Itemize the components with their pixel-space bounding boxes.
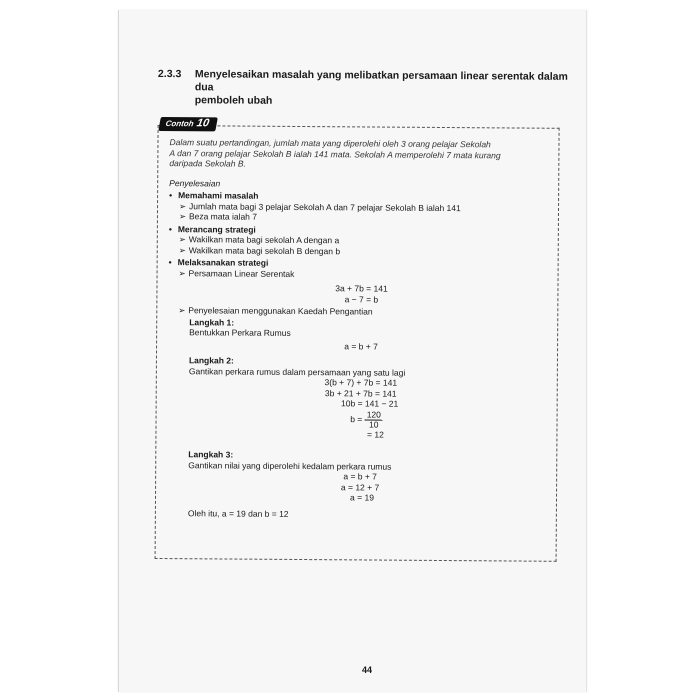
step-2-equation-5: = 12 (367, 428, 384, 440)
example-box (155, 117, 560, 562)
step-1-title: Langkah 1: (189, 316, 235, 328)
understand-item-1: ➢ Jumlah mata bagi 3 pelajar Sekolah A dan 7 pelajar Sekolah B ialah 141 (179, 200, 461, 213)
fraction-denominator: 10 (368, 418, 379, 430)
arrow-bullet-icon: ➢ (178, 244, 186, 255)
section-heading (158, 68, 568, 110)
fraction (365, 410, 383, 429)
section-number: 2.3.3 (157, 68, 182, 81)
step-2-equation-1: 3(b + 7) + 7b = 141 (324, 377, 398, 388)
section-title-line-1: Menyelesaikan masalah yang melibatkan persamaan linear serentak dalam dua (194, 68, 568, 94)
understand-item-2: ➢ Beza mata ialah 7 (178, 211, 258, 222)
step-2-equation-2: 3b + 21 + 7b = 141 (324, 387, 397, 399)
step-3-title: Langkah 3: (188, 449, 234, 460)
page-number: 44 (362, 665, 373, 675)
arrow-bullet-icon: ➢ (178, 234, 186, 245)
plan-title: • Merancang strategi (169, 224, 555, 237)
step-1-text: Bentukkan Perkara Rumus (189, 327, 291, 338)
equation-2: a − 7 = b (344, 293, 379, 305)
conclusion: Oleh itu, a = 19 dan b = 12 (187, 507, 289, 519)
problem-line-3: daripada Sekolah B. (169, 158, 246, 169)
step-3-equation-2: a = 12 + 7 (340, 481, 380, 493)
step-3-text: Gantikan nilai yang diperolehi kedalam perkara rumus (188, 459, 392, 472)
page-content (155, 68, 568, 562)
example-body (167, 137, 556, 521)
fraction-numerator: 120 (365, 410, 383, 420)
step-1-equation: a = b + 7 (344, 340, 378, 352)
arrow-bullet-icon: ➢ (178, 267, 186, 278)
problem-line-1: Dalam suatu pertandingan, jumlah mata yang diperolehi oleh 3 orang pelajar Sekolah (169, 137, 491, 150)
execute-item-1: ➢ Persamaan Linear Serentak (178, 267, 295, 279)
equation-1: 3a + 7b = 141 (335, 283, 388, 294)
section-title-line-2: pemboleh ubah (194, 94, 273, 107)
example-badge (158, 117, 218, 131)
step-3-equation-1: a = b + 7 (343, 471, 377, 482)
step-2-equation-3: 10b = 141 − 21 (341, 398, 399, 409)
understand-title: • Memahami masalah (169, 190, 555, 203)
arrow-bullet-icon: ➢ (178, 211, 187, 222)
step-2-text: Gantikan perkara rumus dalam persamaan yang satu lagi (188, 365, 406, 378)
arrow-bullet-icon: ➢ (179, 200, 187, 211)
problem-statement (169, 137, 555, 171)
solution-label: Penyelesaian (169, 177, 221, 188)
plan-item-1: ➢ Wakilkan mata bagi sekolah A dengan a (178, 234, 340, 246)
step-3-equation-3: a = 19 (350, 492, 374, 503)
execute-title: • Melaksanakan strategi (169, 257, 555, 270)
example-badge-label: Contoh (164, 119, 195, 129)
problem-line-2: A dan 7 orang pelajar Sekolah B ialah 141 mata. Sekolah A memperolehi 7 mata kurang (169, 147, 501, 160)
plan-item-2: ➢ Wakilkan mata bagi sekolah B dengan b (178, 244, 341, 256)
step-2-title: Langkah 2: (188, 355, 234, 366)
fraction-lhs: b = (350, 413, 363, 424)
arrow-bullet-icon: ➢ (178, 305, 186, 316)
example-badge-number: 10 (195, 117, 211, 130)
execute-item-2: ➢ Penyelesaian menggunakan Kaedah Pengantian (178, 305, 373, 317)
